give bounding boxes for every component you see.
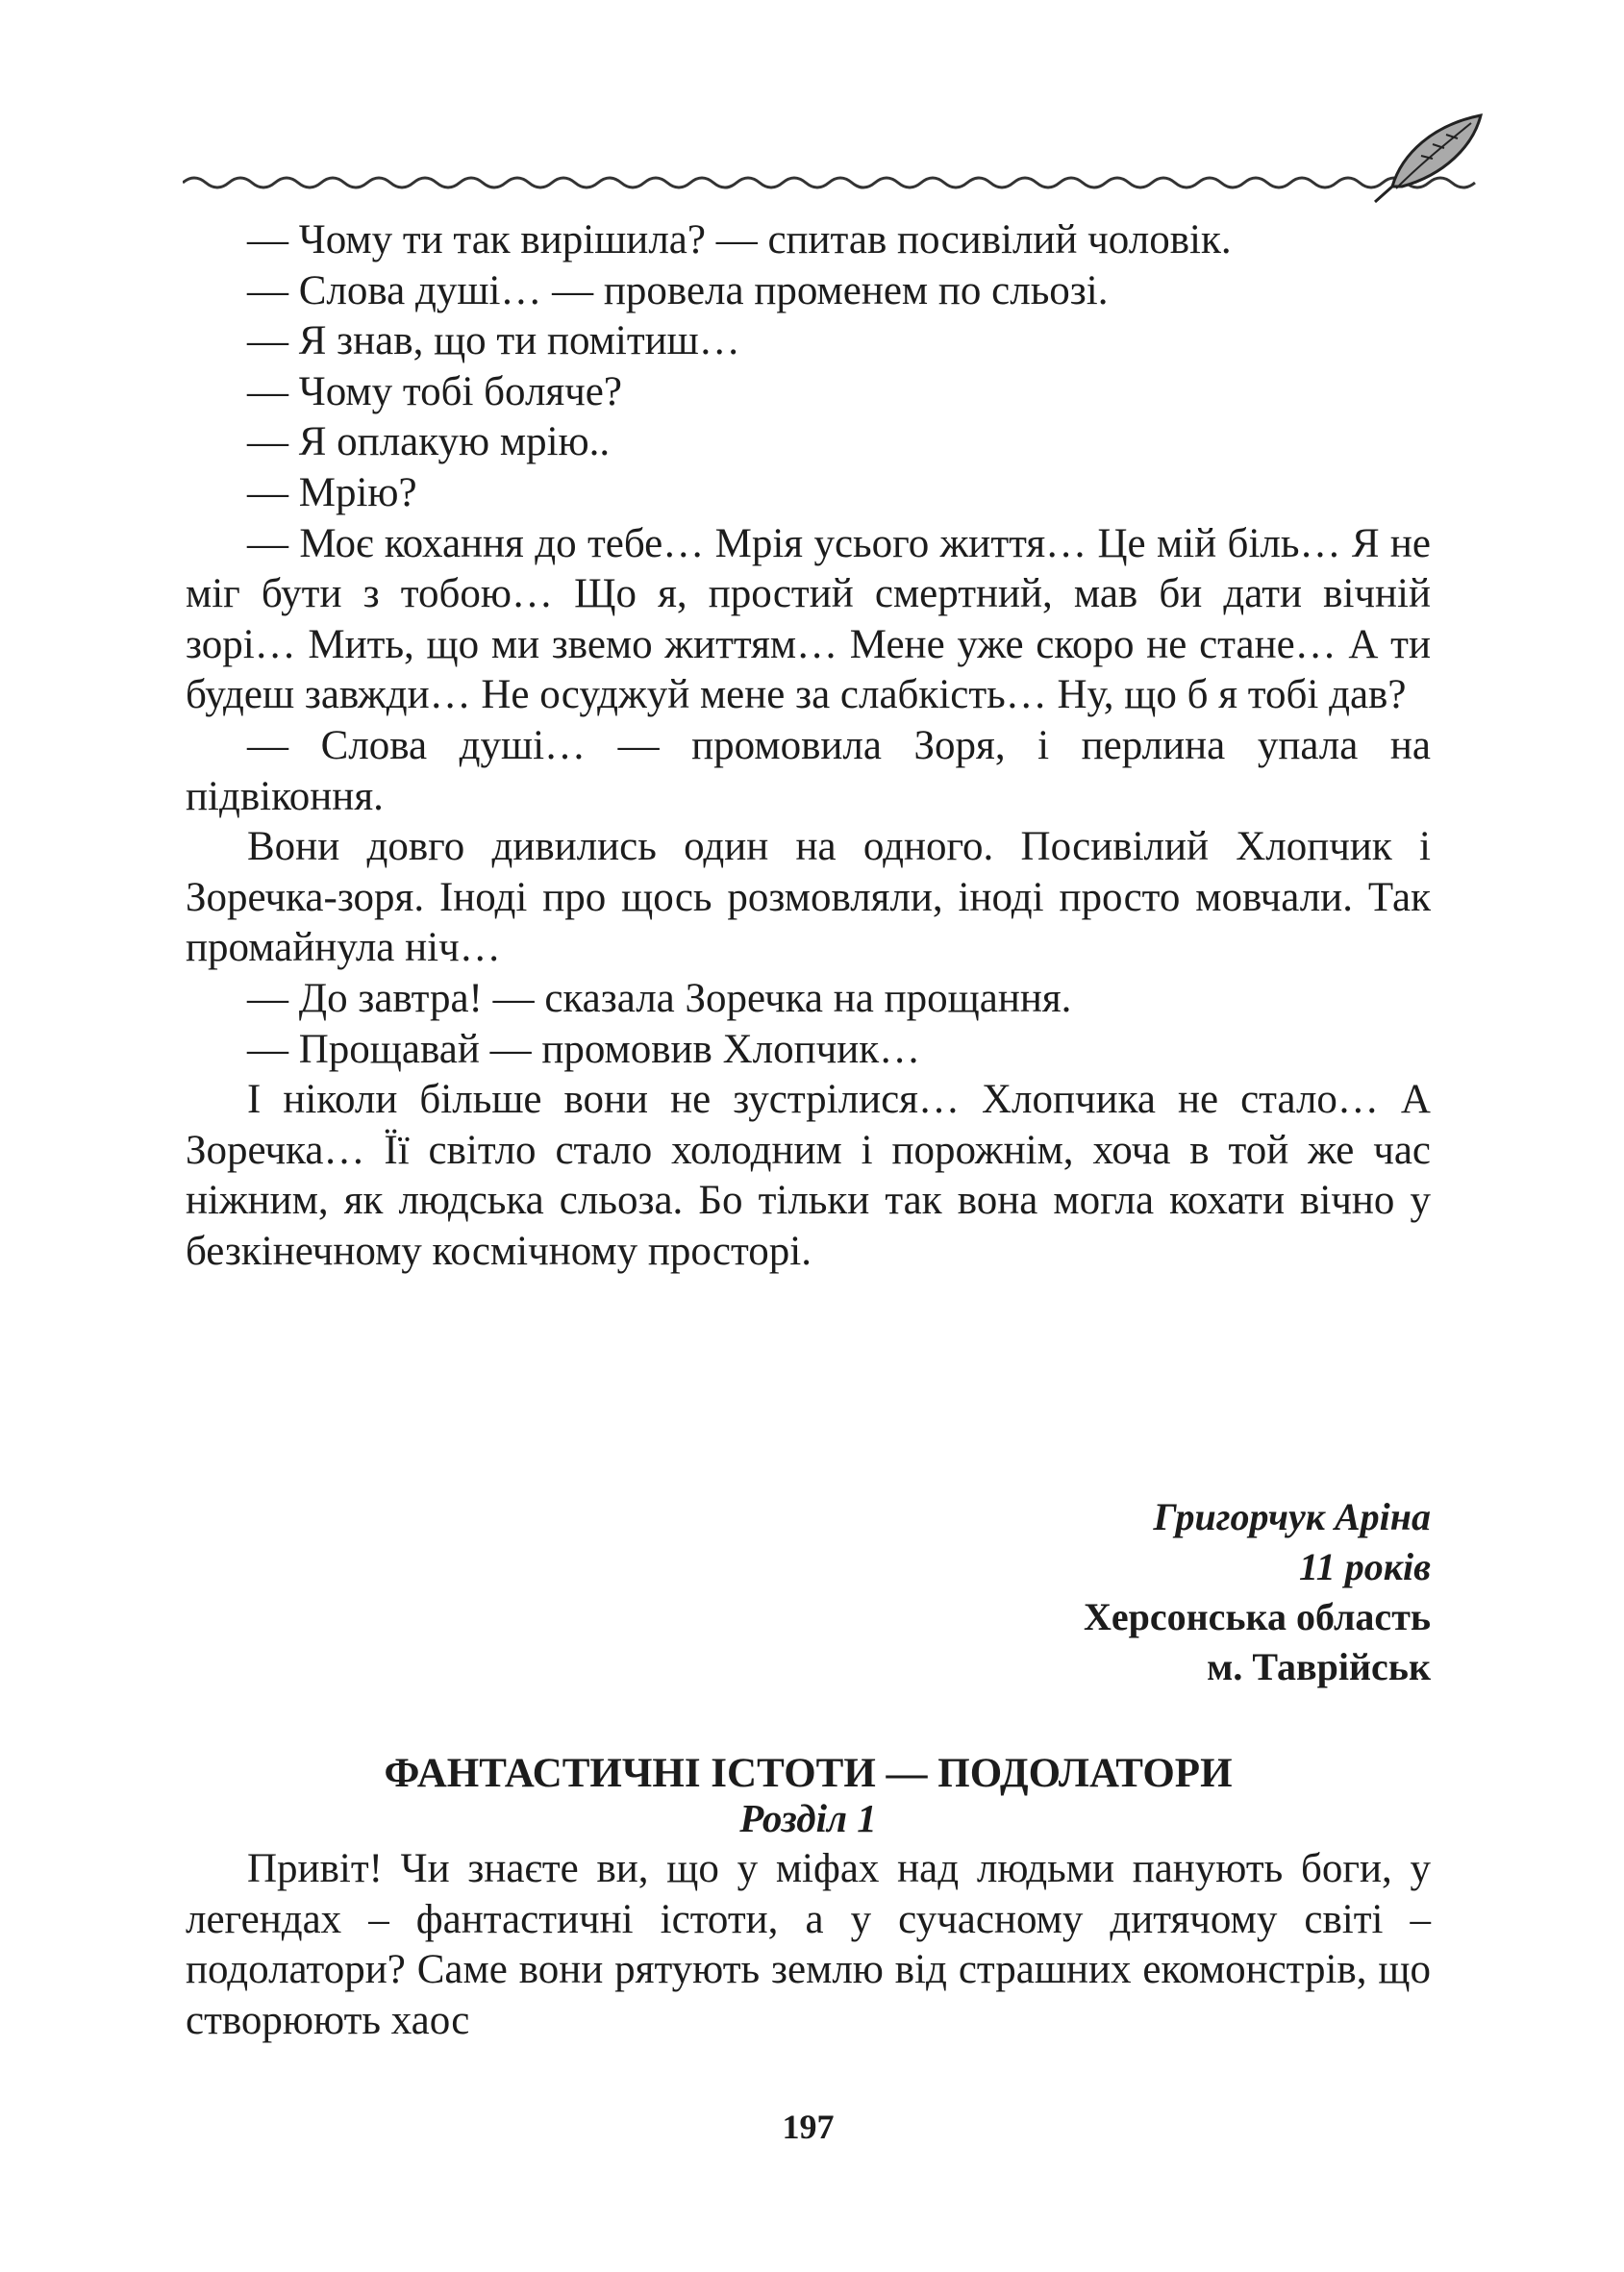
paragraph: — Я оплакую мрію..	[247, 419, 611, 465]
paragraph: Вони довго дивились один на одного. Посивілий Хлопчик і Зоречка-зоря. Іноді про щось розмовляли, іноді просто мовчали. Так промайнула ніч…	[186, 824, 1431, 971]
paragraph: — Слова душі… — провела променем по сльозі.	[247, 267, 1109, 313]
story-ending-text	[186, 215, 1431, 1277]
paragraph: — До завтра! — сказала Зоречка на прощання.	[247, 975, 1072, 1021]
paragraph: — Прощавай — промовив Хлопчик…	[247, 1026, 921, 1072]
story-title: ФАНТАСТИЧНІ ІСТОТИ — ПОДОЛАТОРИ	[384, 1751, 1233, 1796]
paragraph: — Моє кохання до тебе… Мрія усього життя… Це мій біль… Я не міг бути з тобою… Що я, простий смертний, мав би дати вічній зорі… Мить, що ми звемо життям… Мене уже скоро не стане… А ти будеш завжди… Не осуджуй мене за слабкість… Ну, що б я тобі дав?	[186, 520, 1431, 718]
paragraph: Привіт! Чи знаєте ви, що у міфах над людьми панують боги, у легендах – фантастичні істоти, а у сучасному дитячому світі – подолатори? Саме вони рятують землю від страшних екомонстрів, що створюють хаос	[186, 1846, 1431, 2043]
wave-feather-ornament-icon	[183, 108, 1490, 204]
paragraph: — Я знав, що ти помітиш…	[247, 318, 740, 364]
author-name: Григорчук Аріна	[1153, 1495, 1431, 1538]
paragraph: — Чому тобі боляче?	[247, 368, 622, 414]
page-number: 197	[782, 2108, 835, 2146]
paragraph: — Мрію?	[247, 469, 417, 515]
author-city: м. Таврійськ	[1207, 1645, 1431, 1688]
paragraph: — Чому ти так вирішила? — спитав посивілий чоловік.	[247, 217, 1232, 262]
next-story-text	[186, 1844, 1431, 2046]
chapter-title: Розділ 1	[739, 1796, 877, 1840]
author-region: Херсонська область	[1083, 1595, 1431, 1638]
paragraph: І ніколи більше вони не зустрілися… Хлопчика не стало… А Зоречка… Її світло стало холодним і порожнім, хоча в той же час ніжним, як людська сльоза. Бо тільки так вона могла кохати вічно у безкінечному космічному просторі.	[186, 1077, 1431, 1274]
author-age: 11 років	[1298, 1545, 1431, 1588]
paragraph: — Слова душі… — промовила Зоря, і перлина упала на підвіконня.	[186, 722, 1431, 819]
author-signature	[186, 1492, 1431, 1692]
